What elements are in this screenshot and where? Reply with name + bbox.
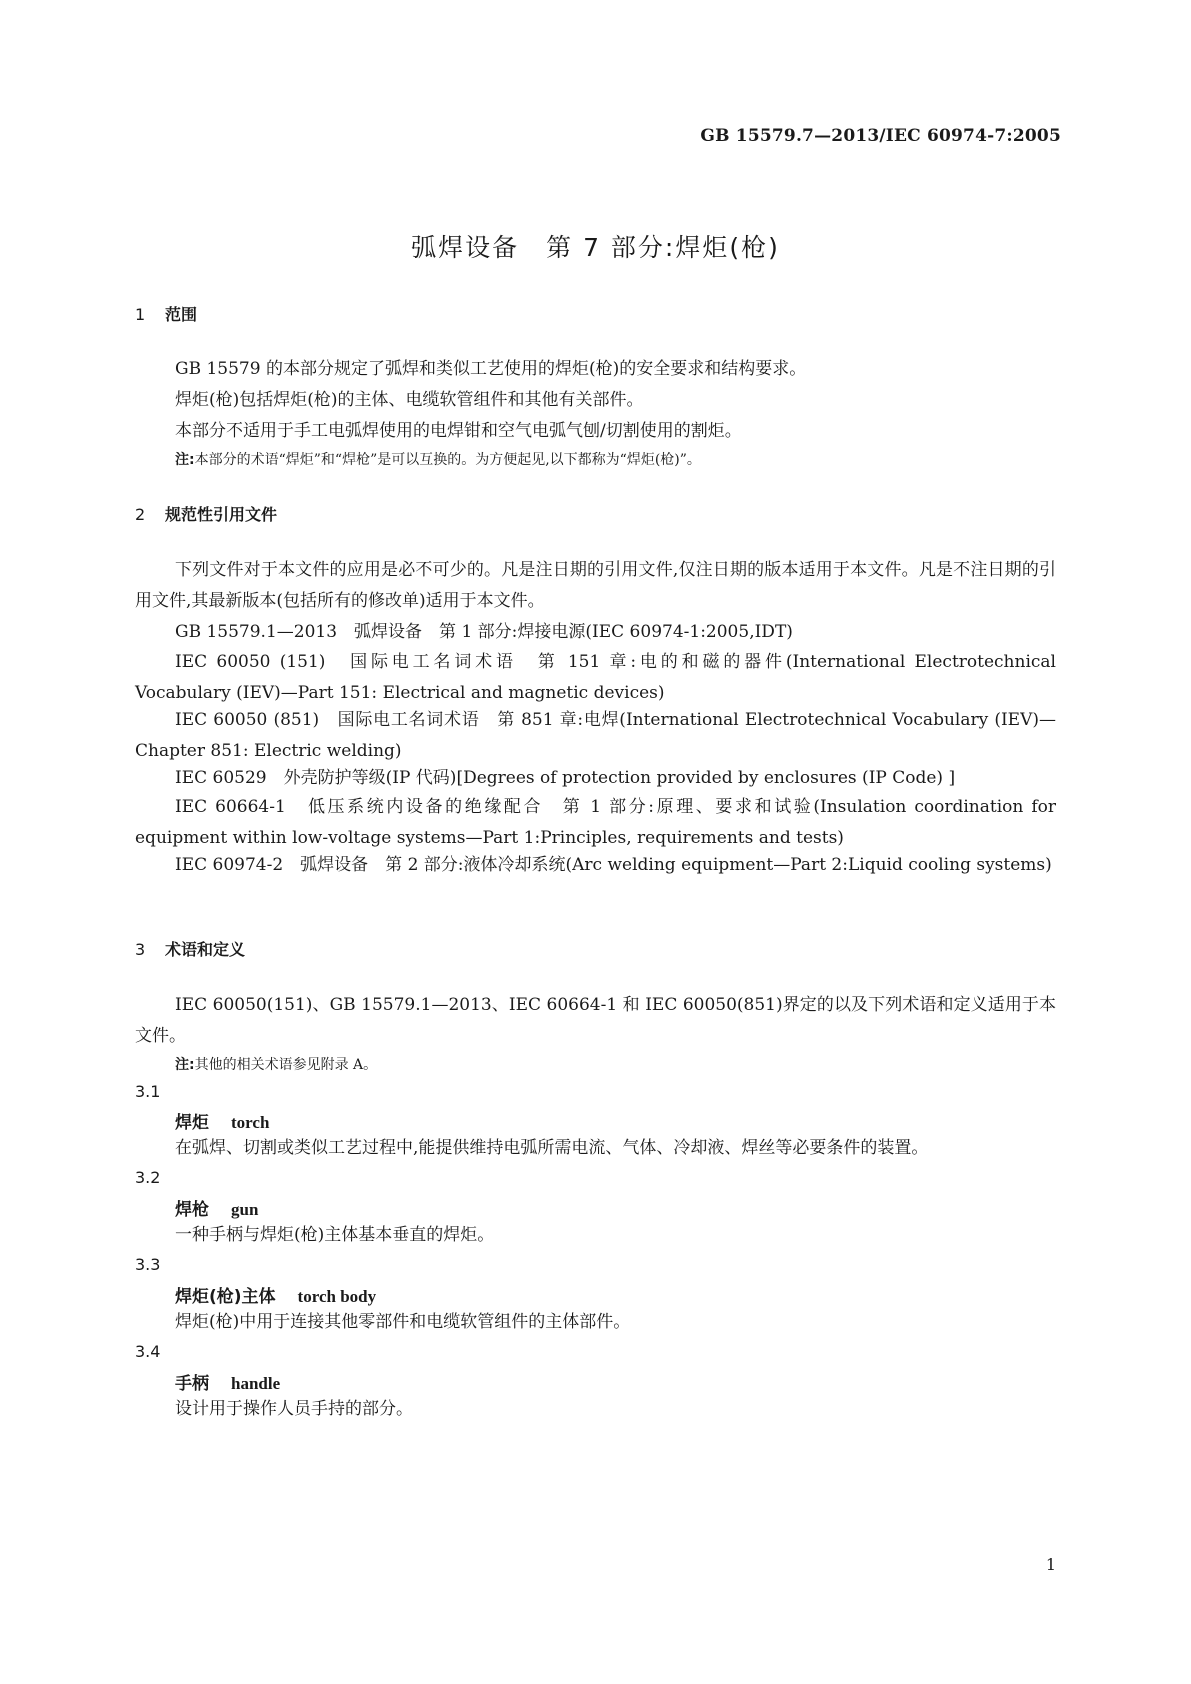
reference-item: IEC 60974-2 弧焊设备 第 2 部分:液体冷却系统(Arc welding equipment—Part 2:Liquid cooling systems) xyxy=(175,855,1052,875)
term-heading xyxy=(175,1282,376,1307)
note-label: 注: xyxy=(175,452,195,468)
note xyxy=(175,1054,1055,1076)
note-text: 本部分的术语“焊炬”和“焊枪”是可以互换的。为方便起见,以下都称为“焊炬(枪)”。 xyxy=(194,452,701,468)
clause-number: 3.2 xyxy=(135,1168,161,1187)
paragraph: 焊炬(枪)包括焊炬(枪)的主体、电缆软管组件和其他有关部件。 xyxy=(175,390,644,410)
term-heading xyxy=(175,1369,280,1394)
section-2-heading xyxy=(135,502,277,525)
section-number: 3 xyxy=(135,940,146,959)
reference-item: IEC 60050 (151) 国际电工名词术语 第 151 章:电的和磁的器件(International Electrotechnical Vocabulary (IEV)—Part 151: Electrical and magnetic devices) xyxy=(135,652,1056,703)
clause-number: 3.3 xyxy=(135,1255,161,1274)
section-title: 规范性引用文件 xyxy=(165,505,278,524)
paragraph: GB 15579 的本部分规定了弧焊和类似工艺使用的焊炬(枪)的安全要求和结构要求。 xyxy=(175,359,807,379)
term-zh: 焊炬 xyxy=(175,1113,209,1133)
paragraph: IEC 60050(151)、GB 15579.1—2013、IEC 60664-1 和 IEC 60050(851)界定的以及下列术语和定义适用于本文件。 xyxy=(135,995,1056,1046)
term-heading xyxy=(175,1195,258,1220)
term-definition: 焊炬(枪)中用于连接其他零部件和电缆软管组件的主体部件。 xyxy=(175,1312,631,1332)
term-heading xyxy=(175,1108,269,1133)
section-number: 1 xyxy=(135,305,146,324)
note-label: 注: xyxy=(175,1057,195,1073)
section-number: 2 xyxy=(135,505,146,524)
term-en: handle xyxy=(231,1374,281,1393)
section-title: 术语和定义 xyxy=(165,940,246,959)
term-en: gun xyxy=(231,1200,259,1219)
term-definition: 在弧焊、切割或类似工艺过程中,能提供维持电弧所需电流、气体、冷却液、焊丝等必要条件的装置。 xyxy=(175,1138,929,1158)
reference-item: IEC 60050 (851) 国际电工名词术语 第 851 章:电焊(International Electrotechnical Vocabulary (IEV)—Chapter 851: Electric welding) xyxy=(135,710,1056,761)
reference-item: IEC 60529 外壳防护等级(IP 代码)[Degrees of protection provided by enclosures (IP Code) ] xyxy=(175,768,956,788)
term-definition: 设计用于操作人员手持的部分。 xyxy=(175,1399,413,1419)
term-en: torch xyxy=(231,1113,270,1132)
document-title: 弧焊设备 第 7 部分:焊炬(枪) xyxy=(411,233,780,262)
standard-code-header: GB 15579.7—2013/IEC 60974-7:2005 xyxy=(700,126,1061,146)
term-en: torch body xyxy=(297,1287,377,1306)
term-zh: 焊枪 xyxy=(175,1200,209,1220)
term-definition: 一种手柄与焊炬(枪)主体基本垂直的焊炬。 xyxy=(175,1225,495,1245)
section-title: 范围 xyxy=(165,305,198,324)
term-zh: 手柄 xyxy=(175,1374,209,1394)
section-1-heading xyxy=(135,302,197,325)
reference-item: GB 15579.1—2013 弧焊设备 第 1 部分:焊接电源(IEC 60974-1:2005,IDT) xyxy=(175,622,793,642)
reference-item: IEC 60664-1 低压系统内设备的绝缘配合 第 1 部分:原理、要求和试验(Insulation coordination for equipment within low-voltage systems—Part 1:Principles, requirements and tests) xyxy=(135,797,1056,848)
note xyxy=(175,449,1055,471)
clause-number: 3.4 xyxy=(135,1342,161,1361)
term-zh: 焊炬(枪)主体 xyxy=(175,1287,276,1307)
paragraph: 本部分不适用于手工电弧焊使用的电焊钳和空气电弧气刨/切割使用的割炬。 xyxy=(175,421,742,441)
note-text: 其他的相关术语参见附录 A。 xyxy=(194,1057,378,1073)
section-3-heading xyxy=(135,937,245,960)
paragraph: 下列文件对于本文件的应用是必不可少的。凡是注日期的引用文件,仅注日期的版本适用于本文件。凡是不注日期的引用文件,其最新版本(包括所有的修改单)适用于本文件。 xyxy=(135,560,1056,611)
page-number: 1 xyxy=(1045,1555,1056,1574)
clause-number: 3.1 xyxy=(135,1082,161,1101)
